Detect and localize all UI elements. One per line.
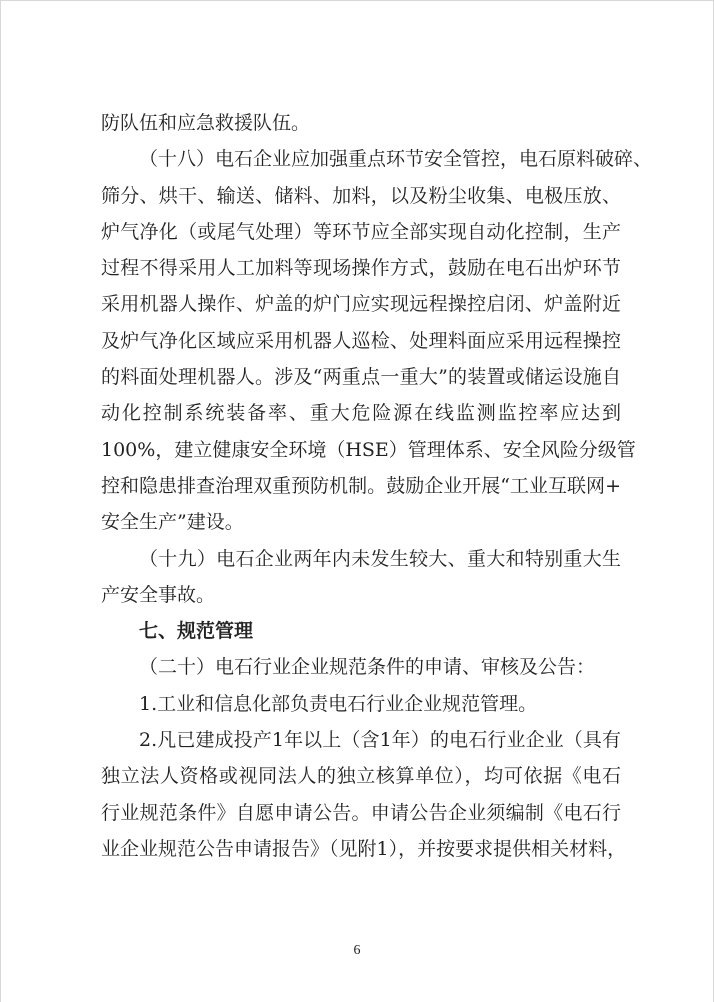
text-line: 防队伍和应急救援队伍。: [101, 112, 311, 134]
text-line: 业企业规范公告申请报告》（见附1），并按要求提供相关材料，: [101, 837, 627, 860]
text-line: （十八）电石企业应加强重点环节安全管控，电石原料破碎、: [139, 148, 653, 171]
text-line: 行业规范条件》自愿申请公告。申请公告企业须编制《电石行: [101, 801, 621, 824]
text-line: （十九）电石企业两年内未发生较大、重大和特别重大生: [139, 547, 621, 570]
text-line: 及炉气净化区域应采用机器人巡检、处理料面应采用远程操控: [101, 329, 621, 352]
document-body: [101, 105, 653, 867]
text-line: 动化控制系统装备率、重大危险源在线监测监控率应达到: [101, 402, 621, 425]
text-line: （二十）电石行业企业规范条件的申请、审核及公告：: [139, 656, 596, 679]
text-line: 产安全事故。: [101, 583, 216, 606]
text-line: 的料面处理机器人。涉及“两重点一重大”的装置或储运设施自: [101, 366, 621, 389]
section-heading: 七、规范管理: [139, 620, 254, 643]
text-line: 炉气净化（或尾气处理）等环节应全部实现自动化控制，生产: [101, 220, 621, 243]
text-line: 安全生产”建设。: [101, 511, 244, 534]
text-line: 过程不得采用人工加料等现场操作方式，鼓励在电石出炉环节: [101, 257, 621, 280]
text-line: 采用机器人操作、炉盖的炉门应实现远程操控启闭、炉盖附近: [101, 293, 621, 316]
text-line: 1.工业和信息化部负责电石行业企业规范管理。: [139, 692, 538, 715]
text-line: 独立法人资格或视同法人的独立核算单位），均可依据《电石: [101, 765, 621, 788]
text-line: 控和隐患排查治理双重预防机制。鼓励企业开展“工业互联网+: [101, 474, 621, 497]
text-line: 100%，建立健康安全环境（HSE）管理体系、安全风险分级管: [101, 438, 636, 461]
text-line: 2.凡已建成投产1年以上（含1年）的电石行业企业（具有: [139, 729, 621, 752]
page-number: 6: [353, 943, 361, 958]
text-line: 筛分、烘干、输送、储料、加料，以及粉尘收集、电极压放、: [101, 184, 621, 207]
